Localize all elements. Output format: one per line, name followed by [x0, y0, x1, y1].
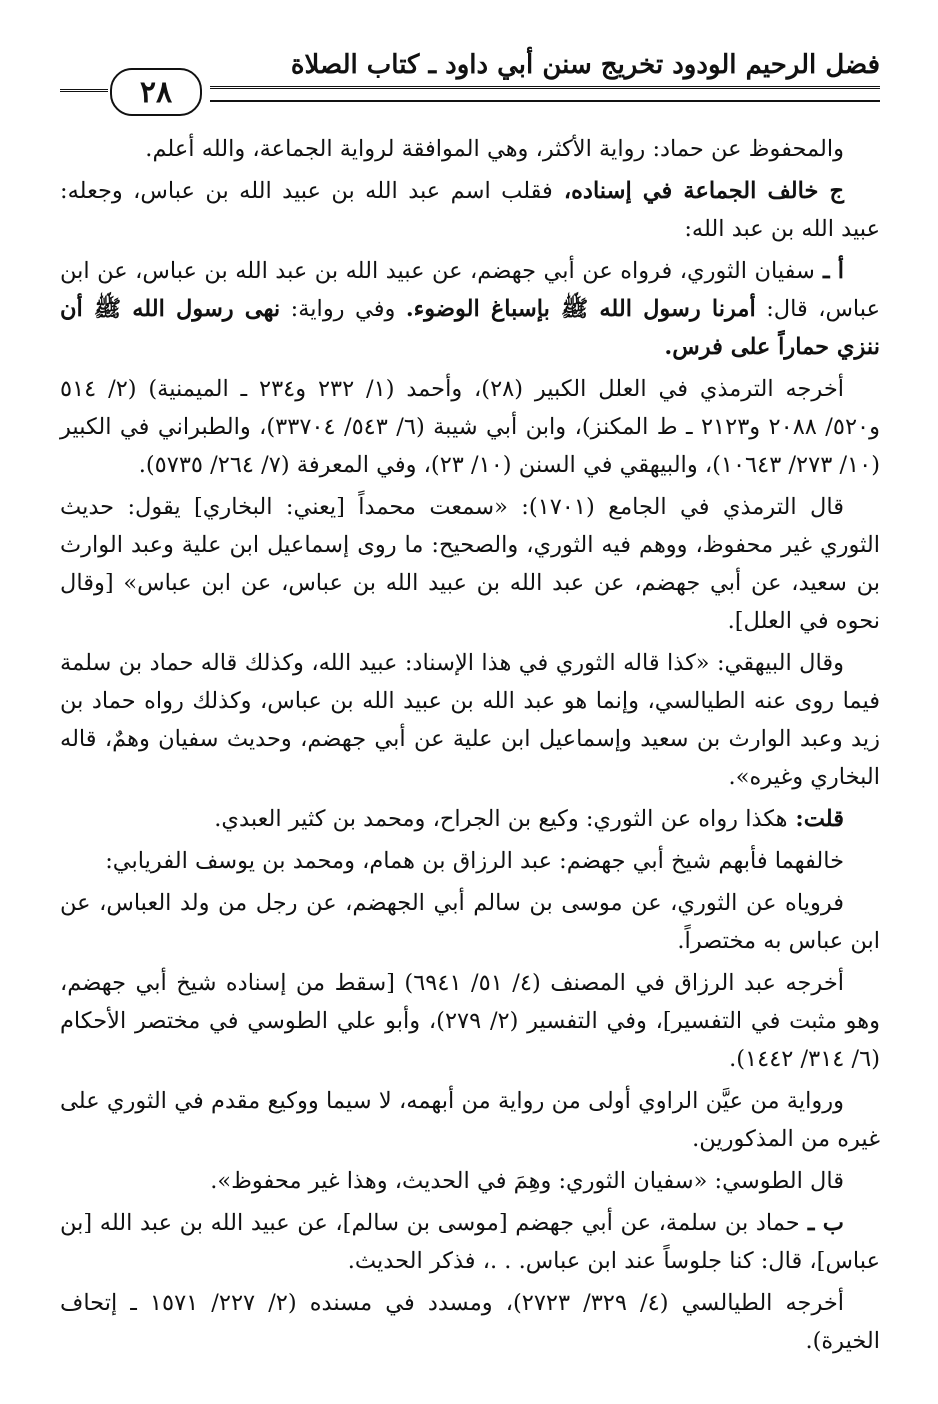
header-rule [210, 86, 880, 89]
paragraph-text: ورواية من عيَّن الراوي أولى من رواية من أبهمه، لا سيما ووكيع مقدم في الثوري على غيره من المذكورين. [60, 1088, 880, 1152]
hadith-text: نهى رسول الله ﷺ أن ننزي حماراً على فرس. [60, 296, 880, 360]
paragraph-text: قال الطوسي: «سفيان الثوري: وهِمَ في الحديث، وهذا غير محفوظ». [210, 1168, 844, 1194]
paragraph [60, 1082, 880, 1158]
paragraph [60, 252, 880, 366]
page-body [60, 130, 880, 1364]
document-page [60, 42, 880, 1382]
paragraph-text: هكذا رواه عن الثوري: وكيع بن الجراح، ومحمد بن كثير العبدي. [214, 806, 788, 832]
paragraph-text: خالفهما فأبهم شيخ أبي جهضم: عبد الرزاق بن همام، ومحمد بن يوسف الفريابي: [105, 848, 844, 874]
paragraph [60, 1162, 880, 1200]
paragraph-lead: ج خالف الجماعة في إسناده، [552, 178, 844, 204]
paragraph-text: والمحفوظ عن حماد: رواية الأكثر، وهي الموافقة لرواية الجماعة، والله أعلم. [145, 136, 844, 162]
paragraph [60, 370, 880, 484]
paragraph-text: أخرجه عبد الرزاق في المصنف (٤/ ٥١/ ٦٩٤١) [سقط من إسناده شيخ أبي جهضم، وهو مثبت في التفسير]، وفي التفسير (٢/ ٢٧٩)، وأبو علي الطوسي في مختصر الأحكام (٦/ ٣١٤/ ١٤٤٢). [60, 970, 880, 1072]
hadith-text: أمرنا رسول الله ﷺ بإسباغ الوضوء. [405, 296, 756, 322]
paragraph-lead: أ ـ [814, 258, 844, 284]
paragraph-text: فروياه عن الثوري، عن موسى بن سالم أبي الجهضم، عن رجل من ولد العباس، عن ابن عباس به مختصراً. [60, 890, 880, 954]
paragraph-lead: ب ـ [799, 1210, 844, 1236]
paragraph [60, 964, 880, 1078]
paragraph-text: وفي رواية: [280, 296, 406, 322]
paragraph-text: حماد بن سلمة، عن أبي جهضم [موسى بن سالم]، عن عبيد الله بن عبد الله [بن عباس]، قال: كنا جلوساً عند ابن عباس. . .، فذكر الحديث. [60, 1210, 880, 1274]
paragraph-text: وقال البيهقي: «كذا قاله الثوري في هذا الإسناد: عبيد الله، وكذلك قاله حماد بن سلمة فيما روى عنه الطيالسي، وإنما هو عبد الله بن عبيد الله بن عباس، وكذلك رواه حماد بن زيد وعبد الوارث بن سعيد وإسماعيل ابن علية عن أبي جهضم، وحديث سفيان وهمٌ، قاله البخاري وغيره». [60, 650, 880, 790]
paragraph [60, 884, 880, 960]
paragraph [60, 842, 880, 880]
paragraph [60, 172, 880, 248]
paragraph [60, 1284, 880, 1360]
page-header [60, 42, 880, 114]
paragraph-text: أخرجه الترمذي في العلل الكبير (٢٨)، وأحمد (١/ ٢٣٢ و٢٣٤ ـ الميمنية) (٢/ ٥١٤ و٥٢٠/ ٢٠٨٨ و٢١٢٣ ـ ط المكنز)، وابن أبي شيبة (٦/ ٥٤٣/ ٣٣٧٠٤)، والطبراني في الكبير (١٠/ ٢٧٣/ ١٠٦٤٣)، والبيهقي في السنن (١٠/ ٢٣)، وفي المعرفة (٧/ ٢٦٤/ ٥٧٣٥). [60, 376, 881, 478]
paragraph-text: قال الترمذي في الجامع (١٧٠١): «سمعت محمداً [يعني: البخاري] يقول: حديث الثوري غير محفوظ، ووهم فيه الثوري، والصحيح: ما روى إسماعيل ابن علية وعبد الوارث بن سعيد، عن أبي جهضم، عن عبد الله بن عبيد الله بن عباس، عن ابن عباس» [وقال نحوه في العلل]. [60, 494, 880, 634]
paragraph [60, 800, 880, 838]
paragraph-lead: قلت: [787, 806, 844, 832]
paragraph [60, 488, 880, 640]
header-rule-lower [210, 100, 880, 102]
page-number: ٢٨ [110, 68, 202, 116]
paragraph-text: فقلب اسم عبد الله بن عبيد الله بن عباس، وجعله: عبيد الله بن عبد الله: [60, 178, 880, 242]
paragraph-text: سفيان الثوري، فرواه عن أبي جهضم، عن عبيد الله بن عبد الله بن عباس، عن ابن عباس، قال: [60, 258, 880, 322]
paragraph [60, 644, 880, 796]
running-title: فضل الرحيم الودود تخريج سنن أبي داود ـ كتاب الصلاة [290, 50, 880, 80]
paragraph [60, 1204, 880, 1280]
paragraph-text: أخرجه الطيالسي (٤/ ٣٢٩/ ٢٧٢٣)، ومسدد في مسنده (٢/ ٢٢٧/ ١٥٧١ ـ إتحاف الخيرة). [60, 1290, 880, 1354]
paragraph [60, 130, 880, 168]
page-number-rule [60, 89, 108, 92]
